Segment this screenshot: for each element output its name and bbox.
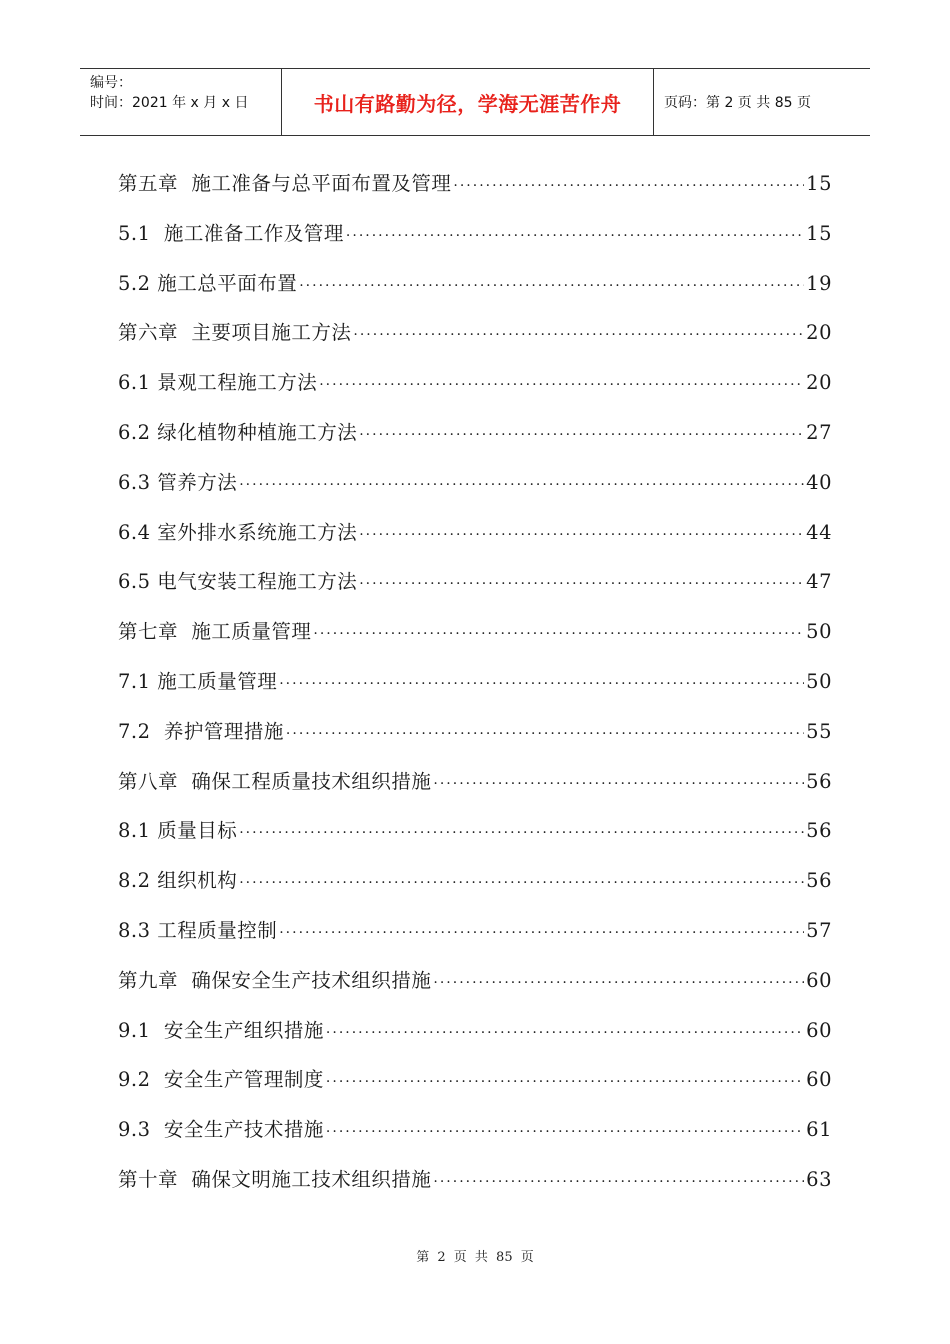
toc-entry-page-number: 61 [806,1118,832,1142]
toc-entry[interactable] [118,363,832,413]
toc-entry[interactable] [118,961,832,1011]
toc-entry-title: 第九章 确保安全生产技术组织措施 [118,968,432,992]
toc-entry-page-number: 60 [806,1068,832,1092]
toc-entry-page-number: 20 [806,321,832,345]
toc-entry[interactable] [118,562,832,612]
toc-dot-leader [359,564,804,604]
toc-entry-title: 9.2 安全生产管理制度 [118,1068,324,1092]
toc-dot-leader [279,664,804,704]
toc-entry[interactable] [118,513,832,563]
toc-entry-page-number: 50 [806,669,832,693]
toc-entry-page-number: 57 [806,918,832,942]
header-page-info: 页码：第 2 页 共 85 页 [664,95,811,111]
toc-entry[interactable] [118,413,832,463]
toc-dot-leader [286,714,804,754]
toc-dot-leader [279,913,804,953]
toc-dot-leader [433,963,804,1003]
toc-entry-title: 6.1 景观工程施工方法 [118,371,318,395]
toc-entry-title: 6.2 绿化植物种植施工方法 [118,420,358,444]
toc-entry[interactable] [118,1011,832,1061]
toc-dot-leader [433,764,804,804]
toc-entry[interactable] [118,1110,832,1160]
toc-entry-title: 8.3 工程质量控制 [118,918,278,942]
toc-entry[interactable] [118,861,832,911]
toc-entry-page-number: 56 [806,869,832,893]
toc-entry-title: 5.1 施工准备工作及管理 [118,221,344,245]
toc-dot-leader [239,465,804,505]
toc-entry-title: 第六章 主要项目施工方法 [118,321,352,345]
toc-entry-page-number: 20 [806,371,832,395]
toc-entry-title: 7.2 养护管理措施 [118,719,284,743]
toc-entry-title: 9.1 安全生产组织措施 [118,1018,324,1042]
toc-dot-leader [319,365,804,405]
toc-entry-title: 6.3 管养方法 [118,470,238,494]
toc-dot-leader [326,1062,804,1102]
toc-entry-page-number: 63 [806,1167,832,1191]
document-time-label: 时间：2021 年 x 月 x 日 [90,95,249,111]
header-motto: 书山有路勤为径，学海无涯苦作舟 [282,69,654,135]
toc-entry-page-number: 44 [806,520,832,544]
table-of-contents [118,164,832,1210]
toc-entry[interactable] [118,264,832,314]
toc-dot-leader [326,1013,804,1053]
toc-dot-leader [359,415,804,455]
toc-entry[interactable] [118,313,832,363]
toc-entry-page-number: 60 [806,968,832,992]
toc-dot-leader [433,1162,804,1202]
toc-entry-page-number: 40 [806,470,832,494]
toc-entry-title: 8.2 组织机构 [118,869,238,893]
toc-entry[interactable] [118,463,832,513]
toc-dot-leader [453,166,804,206]
toc-dot-leader [313,614,804,654]
toc-entry-title: 6.5 电气安装工程施工方法 [118,570,358,594]
toc-dot-leader [326,1112,804,1152]
toc-entry-page-number: 55 [806,719,832,743]
toc-dot-leader [239,863,804,903]
toc-entry-title: 第十章 确保文明施工技术组织措施 [118,1167,432,1191]
toc-entry-page-number: 15 [806,172,832,195]
toc-entry[interactable] [118,214,832,264]
toc-entry[interactable] [118,612,832,662]
toc-entry[interactable] [118,911,832,961]
toc-entry-title: 5.2 施工总平面布置 [118,271,298,295]
document-number-label: 编号： [90,75,132,91]
toc-dot-leader [359,515,804,555]
toc-dot-leader [239,813,804,853]
page-footer: 第 2 页 共 85 页 [416,1250,534,1265]
toc-entry-title: 9.3 安全生产技术措施 [118,1118,324,1142]
toc-entry-title: 8.1 质量目标 [118,819,238,843]
toc-entry-page-number: 60 [806,1018,832,1042]
toc-entry-page-number: 27 [806,420,832,444]
toc-entry-page-number: 15 [806,221,832,245]
toc-entry[interactable] [118,1160,832,1210]
toc-entry-page-number: 56 [806,769,832,793]
toc-entry-page-number: 56 [806,819,832,843]
toc-entry[interactable] [118,712,832,762]
toc-dot-leader [353,315,804,355]
toc-dot-leader [346,216,804,256]
toc-entry-title: 第七章 施工质量管理 [118,620,312,644]
toc-dot-leader [299,266,804,306]
document-header [80,68,870,136]
toc-entry-title: 6.4 室外排水系统施工方法 [118,520,358,544]
toc-entry[interactable] [118,164,832,214]
header-meta [80,69,282,135]
toc-entry-page-number: 50 [806,620,832,644]
toc-entry[interactable] [118,1060,832,1110]
toc-entry[interactable] [118,762,832,812]
toc-entry[interactable] [118,811,832,861]
toc-entry-title: 7.1 施工质量管理 [118,669,278,693]
toc-entry-title: 第五章 施工准备与总平面布置及管理 [118,172,452,195]
toc-entry-page-number: 19 [806,271,832,295]
toc-entry-title: 第八章 确保工程质量技术组织措施 [118,769,432,793]
toc-entry[interactable] [118,662,832,712]
toc-entry-page-number: 47 [806,570,832,594]
